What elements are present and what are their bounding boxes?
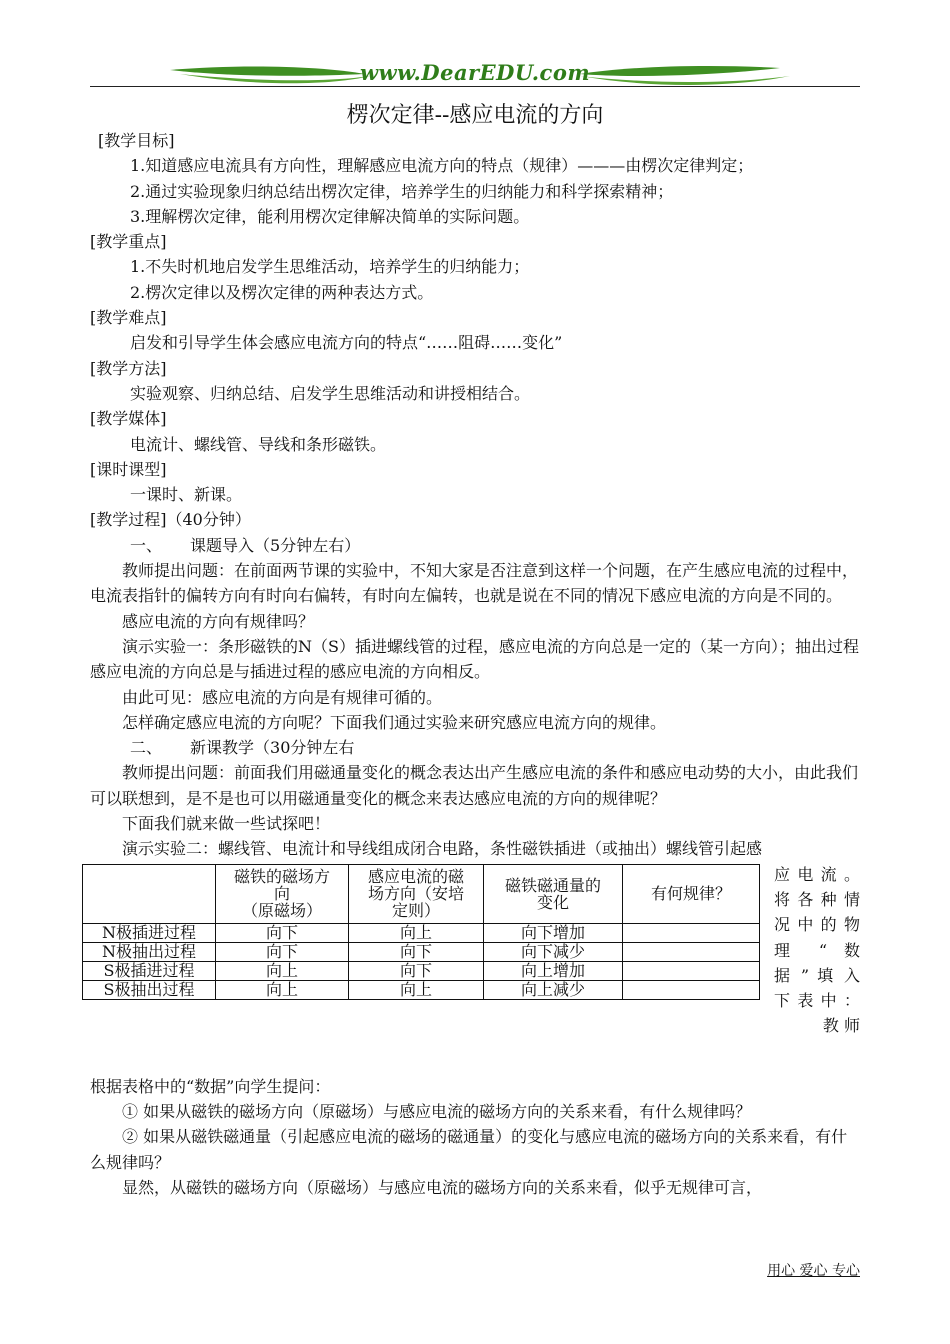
objective-item: 3.理解楞次定律，能利用楞次定律解决简单的实际问题。 [130, 206, 530, 226]
table-header-cell [83, 864, 216, 923]
table-header-row [83, 864, 760, 923]
table-cell [623, 942, 760, 961]
key-points-heading: [教学重点] [90, 232, 167, 252]
document-body [90, 128, 860, 1200]
side-text-line: 应 电 流 。 [774, 864, 860, 884]
difficulties-text: 启发和引导学生体会感应电流方向的特点“……阻碍……变化” [130, 333, 563, 353]
table-header-cell: 磁铁的磁场方 向 （原磁场） [216, 864, 349, 923]
table-header-cell: 磁铁磁通量的 变化 [484, 864, 623, 923]
methods-heading: [教学方法] [90, 358, 167, 378]
methods-text: 实验观察、归纳总结、启发学生思维活动和讲授相结合。 [130, 383, 531, 403]
part2-heading [90, 735, 860, 760]
experiment-table-block [90, 862, 860, 1074]
table-cell: S极插进过程 [83, 961, 216, 980]
table-cell: 向上减少 [484, 980, 623, 999]
table-cell: N极抽出过程 [83, 942, 216, 961]
side-text-line: 况 中 的 物 [774, 915, 860, 935]
paragraph: 怎样确定感应电流的方向呢？下面我们通过实验来研究感应电流方向的规律。 [122, 712, 667, 732]
question-item: ① 如果从磁铁的磁场方向（原磁场）与感应电流的磁场方向的关系来看，有什么规律吗？ [122, 1101, 752, 1121]
paragraph: 教师提出问题：前面我们用磁通量变化的概念表达出产生感应电流的条件和感应电动势的大小，由此我们可以联想到，是不是也可以用磁通量变化的概念来表达感应电流的方向的规律呢？ [90, 763, 859, 808]
table-cell: 向下减少 [484, 942, 623, 961]
page-title: 楞次定律--感应电流的方向 [346, 103, 604, 128]
table-cell: 向下 [349, 942, 484, 961]
site-url: www.DearEDU.com [359, 60, 591, 85]
paragraph: 感应电流的方向有规律吗？ [122, 611, 315, 631]
table-cell: 向上 [216, 980, 349, 999]
side-text-line: 下 表 中 ： [774, 991, 860, 1011]
paragraph: 由此可见：感应电流的方向是有规律可循的。 [122, 687, 443, 707]
table-cell: 向上 [349, 923, 484, 942]
part1-number: 一、 [130, 535, 163, 555]
media-text: 电流计、螺线管、导线和条形磁铁。 [130, 434, 387, 454]
difficulties-heading: [教学难点] [90, 308, 167, 328]
lesson-type-heading: [课时课型] [90, 459, 167, 479]
table-header-cell: 有何规律？ [623, 864, 760, 923]
table-cell: 向下 [216, 923, 349, 942]
paragraph: 演示实验二：螺线管、电流计和导线组成闭合电路，条性磁铁插进（或抽出）螺线管引起感 [122, 839, 763, 859]
table-row [83, 942, 760, 961]
key-point-item: 2.楞次定律以及楞次定律的两种表达方式。 [130, 282, 434, 302]
paragraph: 显然，从磁铁的磁场方向（原磁场）与感应电流的磁场方向的关系来看，似乎无规律可言， [122, 1177, 763, 1197]
table-row [83, 923, 760, 942]
table-row [83, 980, 760, 999]
paragraph: 教师提出问题：在前面两节课的实验中，不知大家是否注意到这样一个问题，在产生感应电流的过程中，电流表指针的偏转方向有时向右偏转，有时向左偏转，也就是说在不同的情况下感应电流的方向是不同的。 [90, 561, 859, 606]
table-cell: 向下 [349, 961, 484, 980]
experiment-data-table [82, 864, 760, 1000]
part1-heading [90, 533, 860, 558]
key-point-item: 1.不失时机地启发学生思维活动，培养学生的归纳能力； [130, 257, 530, 277]
paragraph: 下面我们就来做一些试探吧！ [122, 814, 331, 834]
table-cell [623, 980, 760, 999]
side-text-line: 教 师 [822, 1016, 860, 1036]
side-text-line: 理 “ 数 [774, 940, 860, 960]
objective-item: 2.通过实验现象归纳总结出楞次定律，培养学生的归纳能力和科学探索精神； [130, 181, 674, 201]
table-cell: N极插进过程 [83, 923, 216, 942]
paragraph: 演示实验一：条形磁铁的N（S）插进螺线管的过程，感应电流的方向总是一定的（某一方向）；抽出过程感应电流的方向总是与插进过程的感应电流的方向相反。 [90, 636, 859, 682]
process-heading: [教学过程]（40分钟） [90, 510, 251, 530]
table-side-text [774, 862, 860, 1039]
paragraph: 根据表格中的“数据”向学生提问： [90, 1076, 331, 1096]
part2-title: 新课教学（30分钟左右 [190, 738, 355, 758]
objective-item: 1.知道感应电流具有方向性，理解感应电流方向的特点（规律）———由楞次定律判定； [130, 156, 754, 176]
table-cell: 向下增加 [484, 923, 623, 942]
table-cell: 向上 [349, 980, 484, 999]
part2-number: 二、 [130, 738, 163, 758]
table-row [83, 961, 760, 980]
part1-title: 课题导入（5分钟左右） [190, 535, 361, 555]
question-item: ② 如果从磁铁磁通量（引起感应电流的磁场的磁通量）的变化与感应电流的磁场方向的关系来看，有什么规律吗？ [90, 1127, 848, 1172]
objectives-heading: [教学目标] [98, 131, 175, 150]
table-cell: 向上 [216, 961, 349, 980]
footer-slogan: 用心 爱心 专心 [767, 1263, 860, 1279]
side-text-line: 将 各 种 情 [774, 889, 860, 909]
table-cell [623, 961, 760, 980]
table-cell [623, 923, 760, 942]
table-cell: S极抽出过程 [83, 980, 216, 999]
lesson-type-text: 一课时、新课。 [130, 485, 243, 505]
table-header-cell: 感应电流的磁 场方向（安培 定则） [349, 864, 484, 923]
table-cell: 向下 [216, 942, 349, 961]
table-cell: 向上增加 [484, 961, 623, 980]
media-heading: [教学媒体] [90, 409, 167, 429]
side-text-line: 据 ” 填 入 [774, 965, 860, 985]
header-rule [90, 86, 860, 87]
